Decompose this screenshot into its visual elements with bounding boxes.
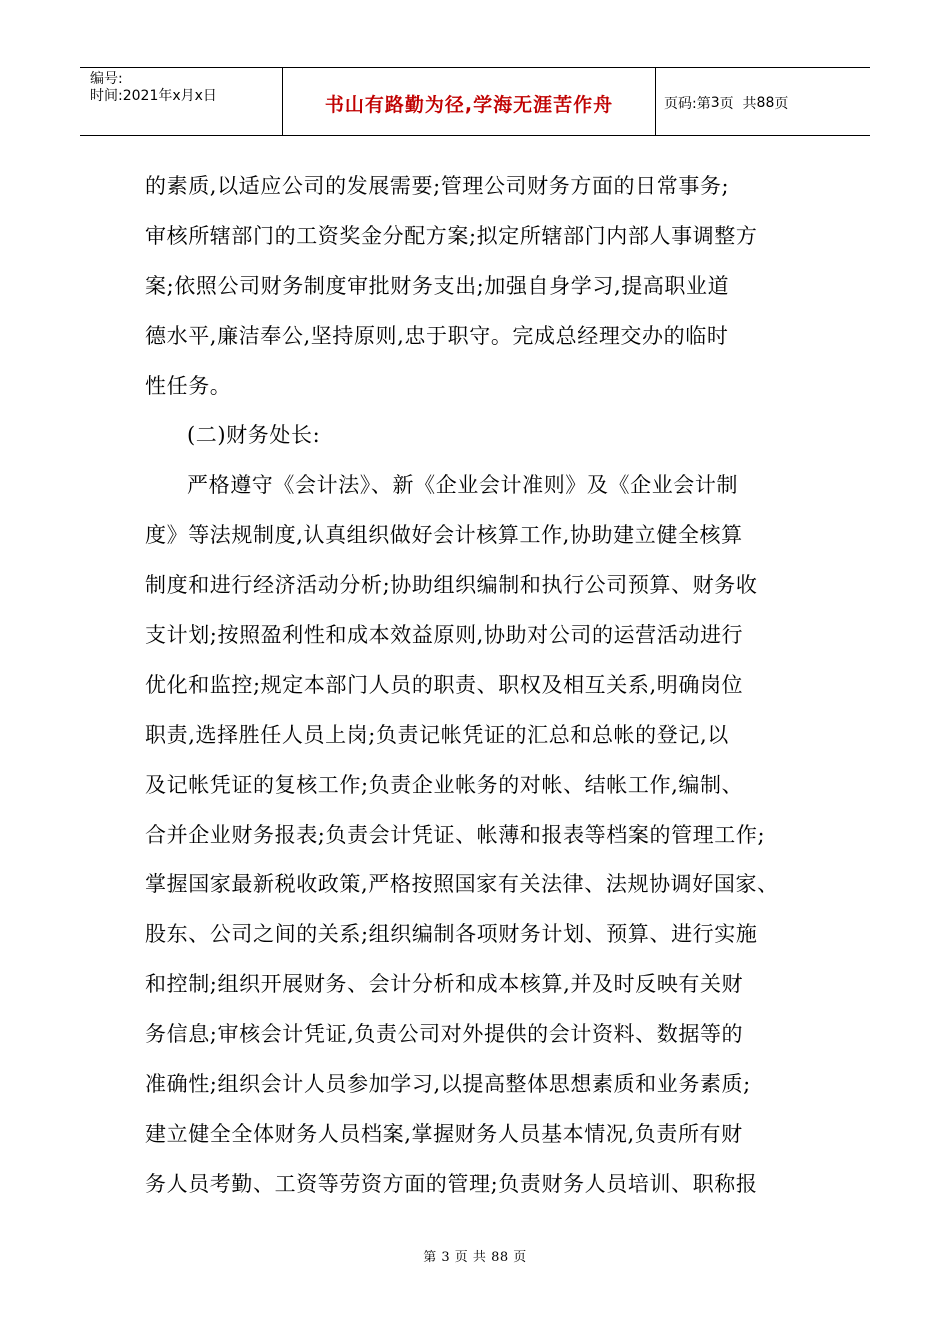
- section-heading: (二)财务处长:: [187, 423, 321, 448]
- document-number-label: 编号:: [90, 71, 123, 87]
- footer-suffix: 页: [513, 1250, 527, 1265]
- body-line: 及记帐凭证的复核工作;负责企业帐务的对帐、结帐工作,编制、: [145, 772, 744, 797]
- body-line: 的素质,以适应公司的发展需要;管理公司财务方面的日常事务;: [145, 174, 730, 198]
- body-line: 优化和监控;规定本部门人员的职责、职权及相互关系,明确岗位: [145, 672, 744, 697]
- body-line: 制度和进行经济活动分析;协助组织编制和执行公司预算、财务收: [145, 573, 758, 598]
- body-line: 支计划;按照盈利性和成本效益原则,协助对公司的运营活动进行: [145, 623, 744, 648]
- body-line: 审核所辖部门的工资奖金分配方案;拟定所辖部门内部人事调整方: [145, 223, 758, 248]
- body-line: 合并企业财务报表;负责会计凭证、帐薄和报表等档案的管理工作;: [145, 822, 766, 847]
- footer-page-total: 88: [491, 1250, 509, 1265]
- page-footer: [0, 1246, 950, 1265]
- header-page-info: [656, 68, 870, 135]
- footer-page-current: 3: [441, 1250, 451, 1265]
- body-line: 德水平,廉洁奉公,坚持原则,忠于职守。完成总经理交办的临时: [145, 323, 729, 348]
- body-line: 掌握国家最新税收政策,严格按照国家有关法律、法规协调好国家、: [145, 872, 779, 897]
- body-line: 和控制;组织开展财务、会计分析和成本核算,并及时反映有关财: [145, 972, 744, 997]
- page-header: [80, 67, 870, 136]
- body-line: 性任务。: [145, 373, 232, 398]
- body-line: 股东、公司之间的关系;组织编制各项财务计划、预算、进行实施: [145, 922, 758, 947]
- body-line: 严格遵守《会计法》、新《企业会计准则》及《企业会计制: [187, 473, 739, 498]
- document-body: [145, 162, 810, 1210]
- header-page-prefix: 页码:第: [664, 95, 711, 112]
- footer-mid: 页 共: [454, 1250, 487, 1265]
- footer-prefix: 第: [423, 1250, 437, 1265]
- body-line: 度》等法规制度,认真组织做好会计核算工作,协助建立健全核算: [145, 523, 743, 548]
- header-motto: 书山有路勤为径,学海无涯苦作舟: [324, 94, 614, 116]
- body-line: 务信息;审核会计凭证,负责公司对外提供的会计资料、数据等的: [145, 1022, 744, 1047]
- body-line: 准确性;组织会计人员参加学习,以提高整体思想素质和业务素质;: [145, 1072, 751, 1097]
- header-page-suffix: 页: [774, 95, 789, 112]
- body-line: 建立健全全体财务人员档案,掌握财务人员基本情况,负责所有财: [145, 1121, 743, 1146]
- body-line: 职责,选择胜任人员上岗;负责记帐凭证的汇总和总帐的登记,以: [145, 722, 729, 747]
- body-line: 务人员考勤、工资等劳资方面的管理;负责财务人员培训、职称报: [145, 1171, 758, 1196]
- header-page-current: 3: [710, 94, 720, 111]
- header-meta: [80, 68, 283, 135]
- header-page-mid: 页 共: [719, 95, 757, 112]
- document-time-label: 时间:2021年x月x日: [90, 88, 217, 104]
- body-line: 案;依照公司财务制度审批财务支出;加强自身学习,提高职业道: [145, 273, 730, 298]
- header-page-total: 88: [756, 94, 775, 111]
- header-motto-cell: [283, 68, 656, 135]
